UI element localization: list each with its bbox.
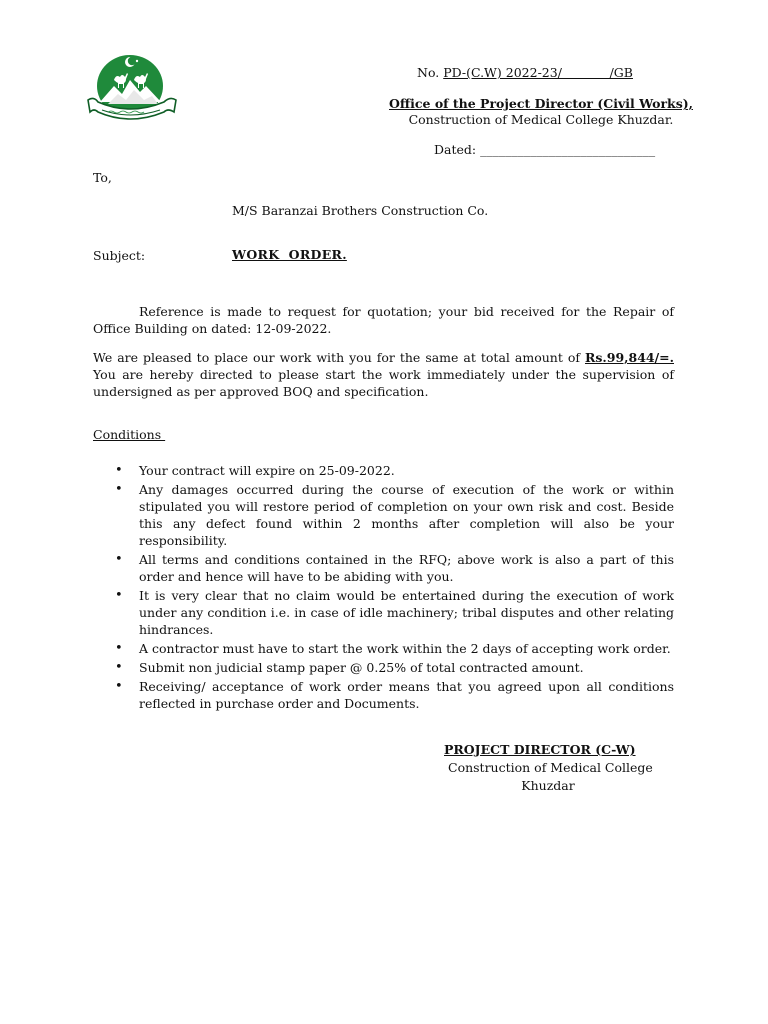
subject-label: Subject: bbox=[93, 248, 146, 263]
office-subtitle: Construction of Medical College Khuzdar. bbox=[408, 112, 674, 127]
camel-crescent-emblem-icon bbox=[84, 50, 180, 128]
signatory-title: PROJECT DIRECTOR (C-W) bbox=[444, 742, 636, 757]
contract-amount: Rs.99,844/=. bbox=[584, 350, 674, 365]
signatory-city: Khuzdar bbox=[521, 778, 575, 793]
subject-value: WORK ORDER. bbox=[232, 247, 347, 262]
condition-item: • All terms and conditions contained in the RFQ; above work is also a part of this order and hence will have to be abiding with you. bbox=[113, 551, 674, 585]
award-paragraph bbox=[93, 349, 674, 400]
reference-number-prefix: No. bbox=[417, 65, 444, 80]
award-paragraph-intro: We are pleased to place our work with you for the same at total amount of bbox=[93, 350, 585, 365]
condition-item: • Any damages occurred during the course of execution of the work or within stipulated you will restore period of completion on your own risk and cost. Beside this any defect found within 2 months after completion will also be your responsibility. bbox=[113, 481, 674, 549]
reference-paragraph bbox=[93, 303, 674, 337]
award-paragraph-rest: You are hereby directed to please start the work immediately under the supervision of undersigned as per approved BOQ and specification. bbox=[93, 367, 674, 399]
reference-number bbox=[417, 64, 633, 81]
addressee-name: M/S Baranzai Brothers Construction Co. bbox=[232, 203, 489, 218]
condition-item: • It is very clear that no claim would be entertained during the execution of work under any condition i.e. in case of idle machinery; tribal disputes and other relating hindrances. bbox=[113, 587, 674, 638]
conditions-list bbox=[113, 462, 674, 714]
reference-number-code: PD-(C.W) 2022-23/ /GB bbox=[443, 65, 633, 80]
office-title: Office of the Project Director (Civil Works), bbox=[389, 96, 693, 111]
signatory-office: Construction of Medical College bbox=[448, 760, 653, 775]
condition-item: • Receiving/ acceptance of work order means that you agreed upon all conditions reflected in purchase order and Documents. bbox=[113, 678, 674, 712]
reference-paragraph-text: Reference is made to request for quotation; your bid received for the Repair of Office Building on dated: 12-09-2022. bbox=[93, 304, 674, 336]
condition-item: • Submit non judicial stamp paper @ 0.25% of total contracted amount. bbox=[113, 659, 674, 676]
dated-line: Dated: ____________________________ bbox=[434, 142, 656, 157]
province-emblem-logo bbox=[84, 50, 180, 128]
condition-item: • A contractor must have to start the work within the 2 days of accepting work order. bbox=[113, 640, 674, 657]
salutation-to: To, bbox=[93, 170, 112, 185]
conditions-heading: Conditions bbox=[93, 427, 166, 442]
condition-item: • Your contract will expire on 25-09-2022. bbox=[113, 462, 674, 479]
